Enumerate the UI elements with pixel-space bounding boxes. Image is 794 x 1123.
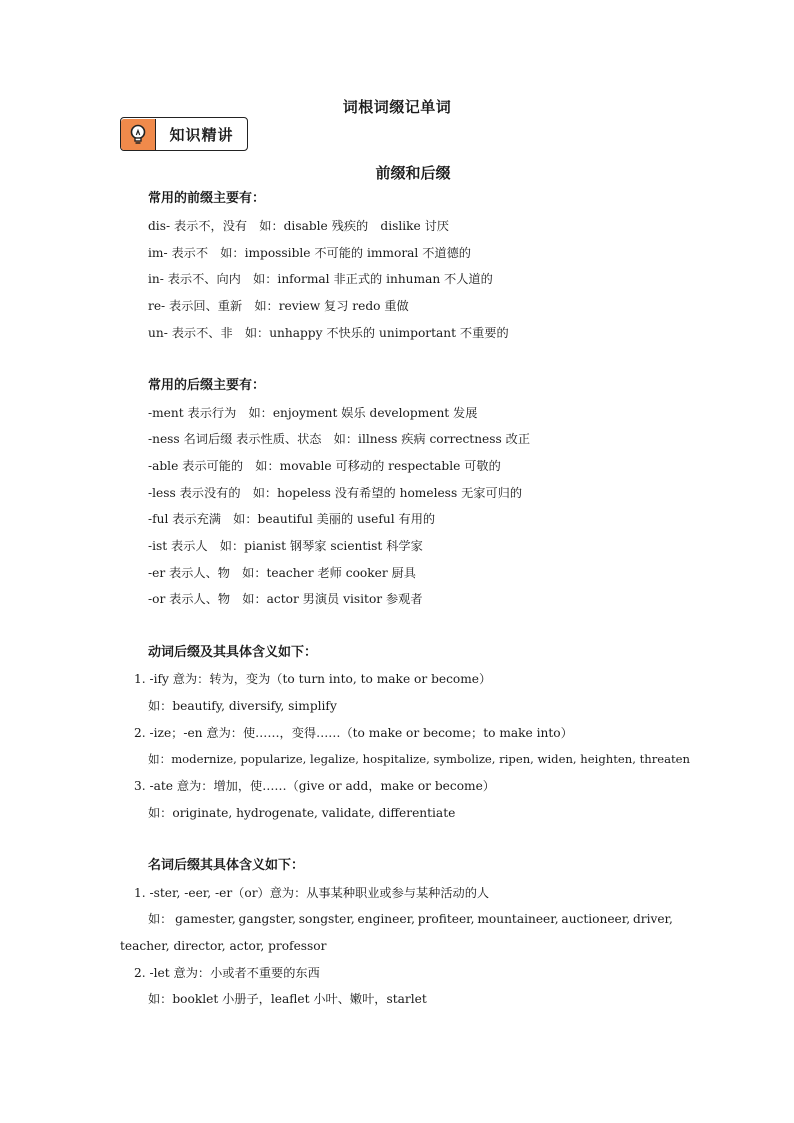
badge-label: 知识精讲 (169, 125, 234, 144)
list-item: -ist 表示人 如：pianist 钢琴家 scientist 科学家 (148, 539, 423, 553)
section-title: 前缀和后缀 (375, 164, 451, 182)
example-line (148, 911, 673, 927)
list-item: -less 表示没有的 如：hopeless 没有希望的 homeless 无家可归的 (148, 486, 523, 500)
example-line-continued: teacher, director, actor, professor (120, 939, 327, 953)
suffix-heading: 常用的后缀主要有： (148, 378, 266, 393)
item-number: 2. (134, 726, 146, 740)
item-number: 1. (134, 886, 146, 900)
prefix-heading: 常用的前缀主要有： (148, 191, 266, 206)
numbered-item (134, 778, 495, 794)
numbered-item (134, 965, 320, 981)
list-item: -able 表示可能的 如：movable 可移动的 respectable 可敬的 (148, 459, 501, 473)
document-title: 词根词缀记单词 (342, 98, 452, 116)
list-item: -ful 表示充满 如：beautiful 美丽的 useful 有用的 (148, 512, 436, 526)
item-text: -ster, -eer, -er（or）意为：从事某种职业或参与某种活动的人 (149, 886, 490, 900)
list-item: -ness 名词后缀 表示性质、状态 如：illness 疾病 correctness 改正 (148, 432, 531, 446)
example-word: mountaineer, (477, 912, 559, 926)
list-item: -er 表示人、物 如：teacher 老师 cooker 厨具 (148, 566, 416, 580)
numbered-item (134, 671, 491, 687)
example-word: gamester, (175, 912, 236, 926)
list-item: dis- 表示不，没有 如：disable 残疾的 dislike 讨厌 (148, 219, 449, 233)
example-line: 如：beautify, diversify, simplify (148, 699, 337, 713)
numbered-item (134, 885, 489, 901)
list-item: im- 表示不 如：impossible 不可能的 immoral 不道德的 (148, 246, 471, 260)
example-word: auctioneer, (561, 912, 631, 926)
example-word: songster, (298, 912, 355, 926)
item-text: -ify 意为：转为，变为（to turn into, to make or become） (149, 672, 492, 686)
item-text: -ate 意为：增加，使……（give or add，make or become） (149, 779, 495, 793)
numbered-item (134, 725, 573, 741)
list-item: un- 表示不、非 如：unhappy 不快乐的 unimportant 不重要的 (148, 326, 509, 340)
example-word: engineer, (357, 912, 415, 926)
knowledge-badge (120, 117, 248, 151)
item-number: 1. (134, 672, 146, 686)
example-line: 如：originate, hydrogenate, validate, differentiate (148, 806, 456, 820)
example-line: 如：modernize, popularize, legalize, hospitalize, symbolize, ripen, widen, heighten, threaten (148, 752, 690, 766)
item-text: -ize；-en 意为：使……，变得……（to make or become；to make into） (149, 726, 573, 740)
lightbulb-icon (121, 119, 156, 150)
example-line: 如：booklet 小册子，leaflet 小叶、嫩叶，starlet (148, 992, 427, 1006)
list-item: in- 表示不、向内 如：informal 非正式的 inhuman 不人道的 (148, 272, 493, 286)
example-word: profiteer, (417, 912, 475, 926)
item-number: 3. (134, 779, 146, 793)
item-text: -let 意为：小或者不重要的东西 (149, 966, 320, 980)
example-word: 如： (148, 912, 173, 926)
list-item: -or 表示人、物 如：actor 男演员 visitor 参观者 (148, 592, 423, 606)
example-word: driver, (632, 912, 673, 926)
list-item: re- 表示回、重新 如：review 复习 redo 重做 (148, 299, 409, 313)
example-word: gangster, (238, 912, 296, 926)
list-item: -ment 表示行为 如：enjoyment 娱乐 development 发展 (148, 406, 478, 420)
verb-suffix-heading: 动词后缀及其具体含义如下： (148, 645, 318, 660)
noun-suffix-heading: 名词后缀其具体含义如下： (148, 858, 305, 873)
item-number: 2. (134, 966, 146, 980)
